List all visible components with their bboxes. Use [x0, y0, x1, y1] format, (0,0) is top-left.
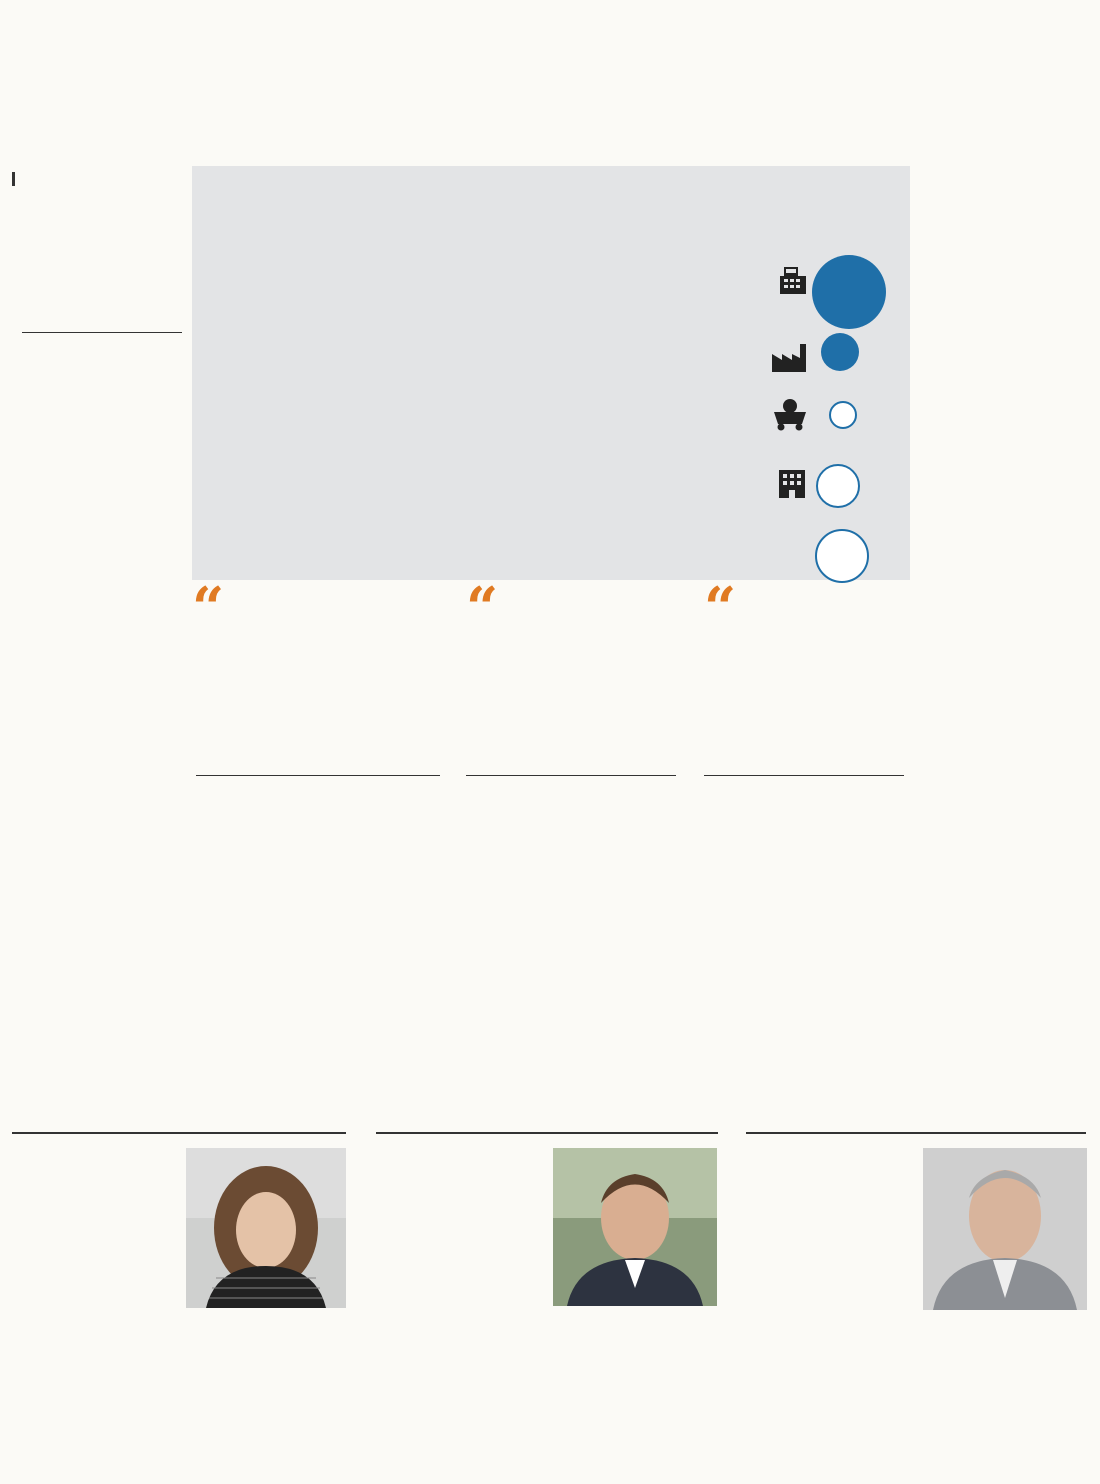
divider	[22, 332, 182, 333]
article-col-2	[192, 820, 360, 1034]
divider	[196, 775, 440, 776]
photo-rodrigo-mujica	[553, 1148, 717, 1306]
quote-1	[192, 575, 440, 788]
quote-text	[192, 575, 440, 641]
quote-3	[704, 575, 906, 788]
divider	[704, 775, 904, 776]
photo-bernardita-silva	[186, 1148, 346, 1308]
article-col-3	[372, 820, 542, 1034]
lead-marker	[12, 172, 15, 186]
article-col-5	[734, 820, 902, 944]
article-col-5b	[734, 990, 902, 1034]
sector-circle-servicios	[816, 464, 860, 508]
sector-circle-mineria	[829, 401, 857, 429]
divider	[466, 775, 676, 776]
quote-icon: “	[192, 575, 225, 641]
divider	[746, 1132, 1086, 1134]
section-industria-text	[378, 1148, 546, 1482]
quote-icon: “	[466, 575, 499, 641]
section-industria-text-2	[553, 1358, 717, 1482]
article-col-6	[918, 164, 1086, 1034]
article-col-4	[553, 820, 721, 1034]
section-construccion-text	[746, 1148, 916, 1482]
divider	[12, 1132, 346, 1134]
building-icon	[775, 466, 809, 504]
factory-icon	[770, 340, 810, 378]
quote-2	[466, 575, 676, 788]
article-col-1	[22, 362, 182, 1034]
sector-circle-industria	[821, 333, 859, 371]
quote-text	[704, 575, 906, 641]
section-construccion-text-2	[923, 1358, 1087, 1482]
quote-text	[466, 575, 676, 641]
cash-register-icon	[778, 264, 808, 303]
mine-cart-icon	[770, 396, 810, 436]
photo-javier-hurtado	[923, 1148, 1087, 1310]
sector-circle-comercio	[812, 255, 886, 329]
section-comercio-text	[12, 1148, 177, 1482]
quote-icon: “	[704, 575, 737, 641]
section-comercio-text-2	[186, 1358, 348, 1482]
divider	[376, 1132, 718, 1134]
sector-circle-resto	[815, 529, 869, 583]
